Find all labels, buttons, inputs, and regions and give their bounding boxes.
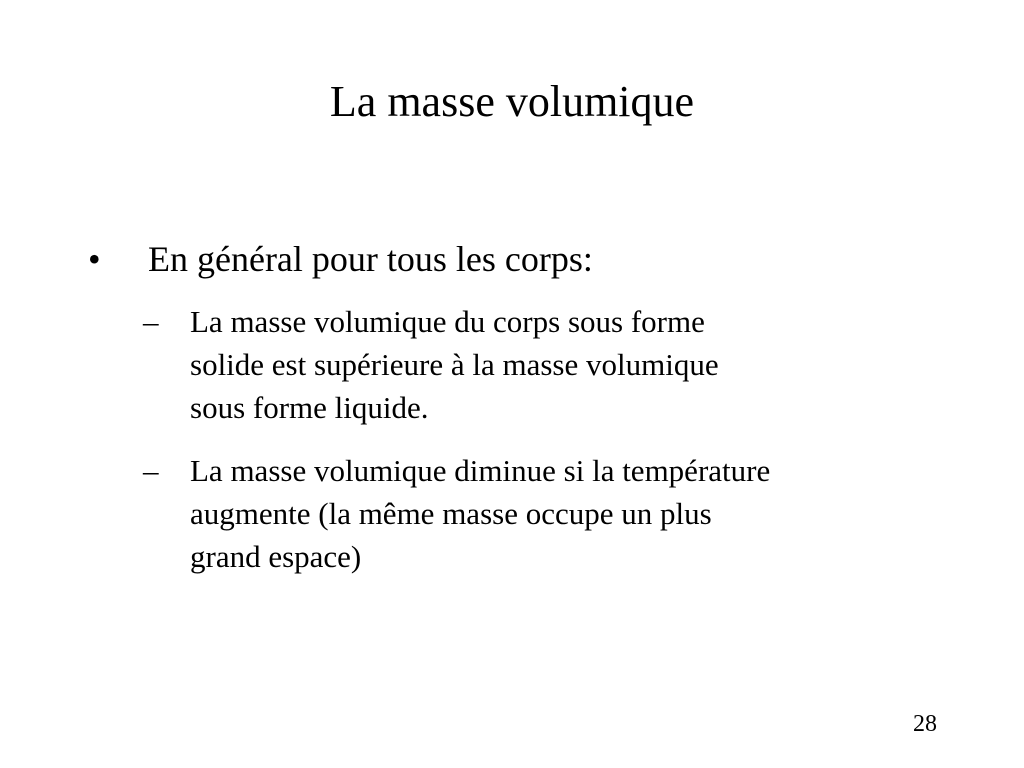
sub-bullet-text xyxy=(190,449,960,578)
sub-bullet-line: sous forme liquide. xyxy=(190,390,429,425)
page-number: 28 xyxy=(913,711,937,737)
bullet-text: En général pour tous les corps: xyxy=(148,239,593,279)
sub-bullet-line: La masse volumique du corps sous forme xyxy=(190,304,705,339)
sub-bullet-line: La masse volumique diminue si la température xyxy=(190,453,771,488)
sub-bullet-line: grand espace) xyxy=(190,539,362,574)
slide-title: La masse volumique xyxy=(329,77,695,126)
sub-bullet-line: solide est supérieure à la masse volumique xyxy=(190,347,719,382)
sub-bullet-marker: – xyxy=(143,304,159,339)
sub-bullet-line: augmente (la même masse occupe un plus xyxy=(190,496,712,531)
bullet-marker: • xyxy=(88,239,101,279)
sub-bullet-marker: – xyxy=(143,453,159,488)
bullet-item xyxy=(0,235,1024,283)
sub-bullet-text xyxy=(190,300,960,429)
